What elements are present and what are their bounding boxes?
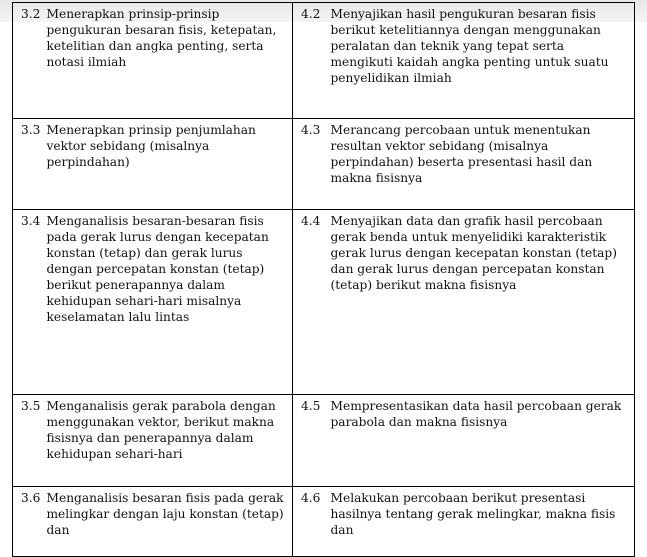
kd4-text: Merancang percobaan untuk menentukan resultan vektor sebidang (misalnya perpindahan) beserta presentasi hasil dan makna fisisnya [329,119,635,210]
kd4-text: Menyajikan hasil pengukuran besaran fisis berikut ketelitiannya dengan menggunakan peralatan dan teknik yang tepat serta mengikuti kaidah angka penting untuk suatu penyelidikan ilmiah [329,3,635,119]
kd3-text: Menganalisis gerak parabola dengan menggunakan vektor, berikut makna fisisnya dan penerapannya dalam kehidupan sehari-hari [45,395,293,487]
kd4-number: 4.4 [293,210,329,395]
kd3-number: 3.2 [13,3,45,119]
kd3-number: 3.6 [13,487,45,557]
kd3-number: 3.3 [13,119,45,210]
kd3-text: Menerapkan prinsip-prinsip pengukuran besaran fisis, ketepatan, ketelitian dan angka penting, serta notasi ilmiah [45,3,293,119]
kd4-number: 4.3 [293,119,329,210]
kd4-number: 4.5 [293,395,329,487]
kd4-number: 4.2 [293,3,329,119]
kd4-text: Mempresentasikan data hasil percobaan gerak parabola dan makna fisisnya [329,395,635,487]
kompetensi-dasar-table [12,2,635,557]
table-row [13,487,635,557]
kd3-text: Menganalisis besaran fisis pada gerak melingkar dengan laju konstan (tetap) dan [45,487,293,557]
kd4-text: Melakukan percobaan berikut presentasi hasilnya tentang gerak melingkar, makna fisis dan [329,487,635,557]
kd4-text: Menyajikan data dan grafik hasil percobaan gerak benda untuk menyelidiki karakteristik gerak lurus dengan kecepatan konstan (tetap) dan gerak lurus dengan percepatan konstan (tetap) berikut makna fisisnya [329,210,635,395]
table-row [13,119,635,210]
table-row [13,210,635,395]
kd4-number: 4.6 [293,487,329,557]
table-row [13,3,635,119]
kd3-number: 3.4 [13,210,45,395]
kd3-text: Menerapkan prinsip penjumlahan vektor sebidang (misalnya perpindahan) [45,119,293,210]
kd3-text: Menganalisis besaran-besaran fisis pada gerak lurus dengan kecepatan konstan (tetap) dan gerak lurus dengan percepatan konstan (tetap) berikut penerapannya dalam kehidupan sehari-hari misalnya keselamatan lalu lintas [45,210,293,395]
kd3-number: 3.5 [13,395,45,487]
table-row [13,395,635,487]
